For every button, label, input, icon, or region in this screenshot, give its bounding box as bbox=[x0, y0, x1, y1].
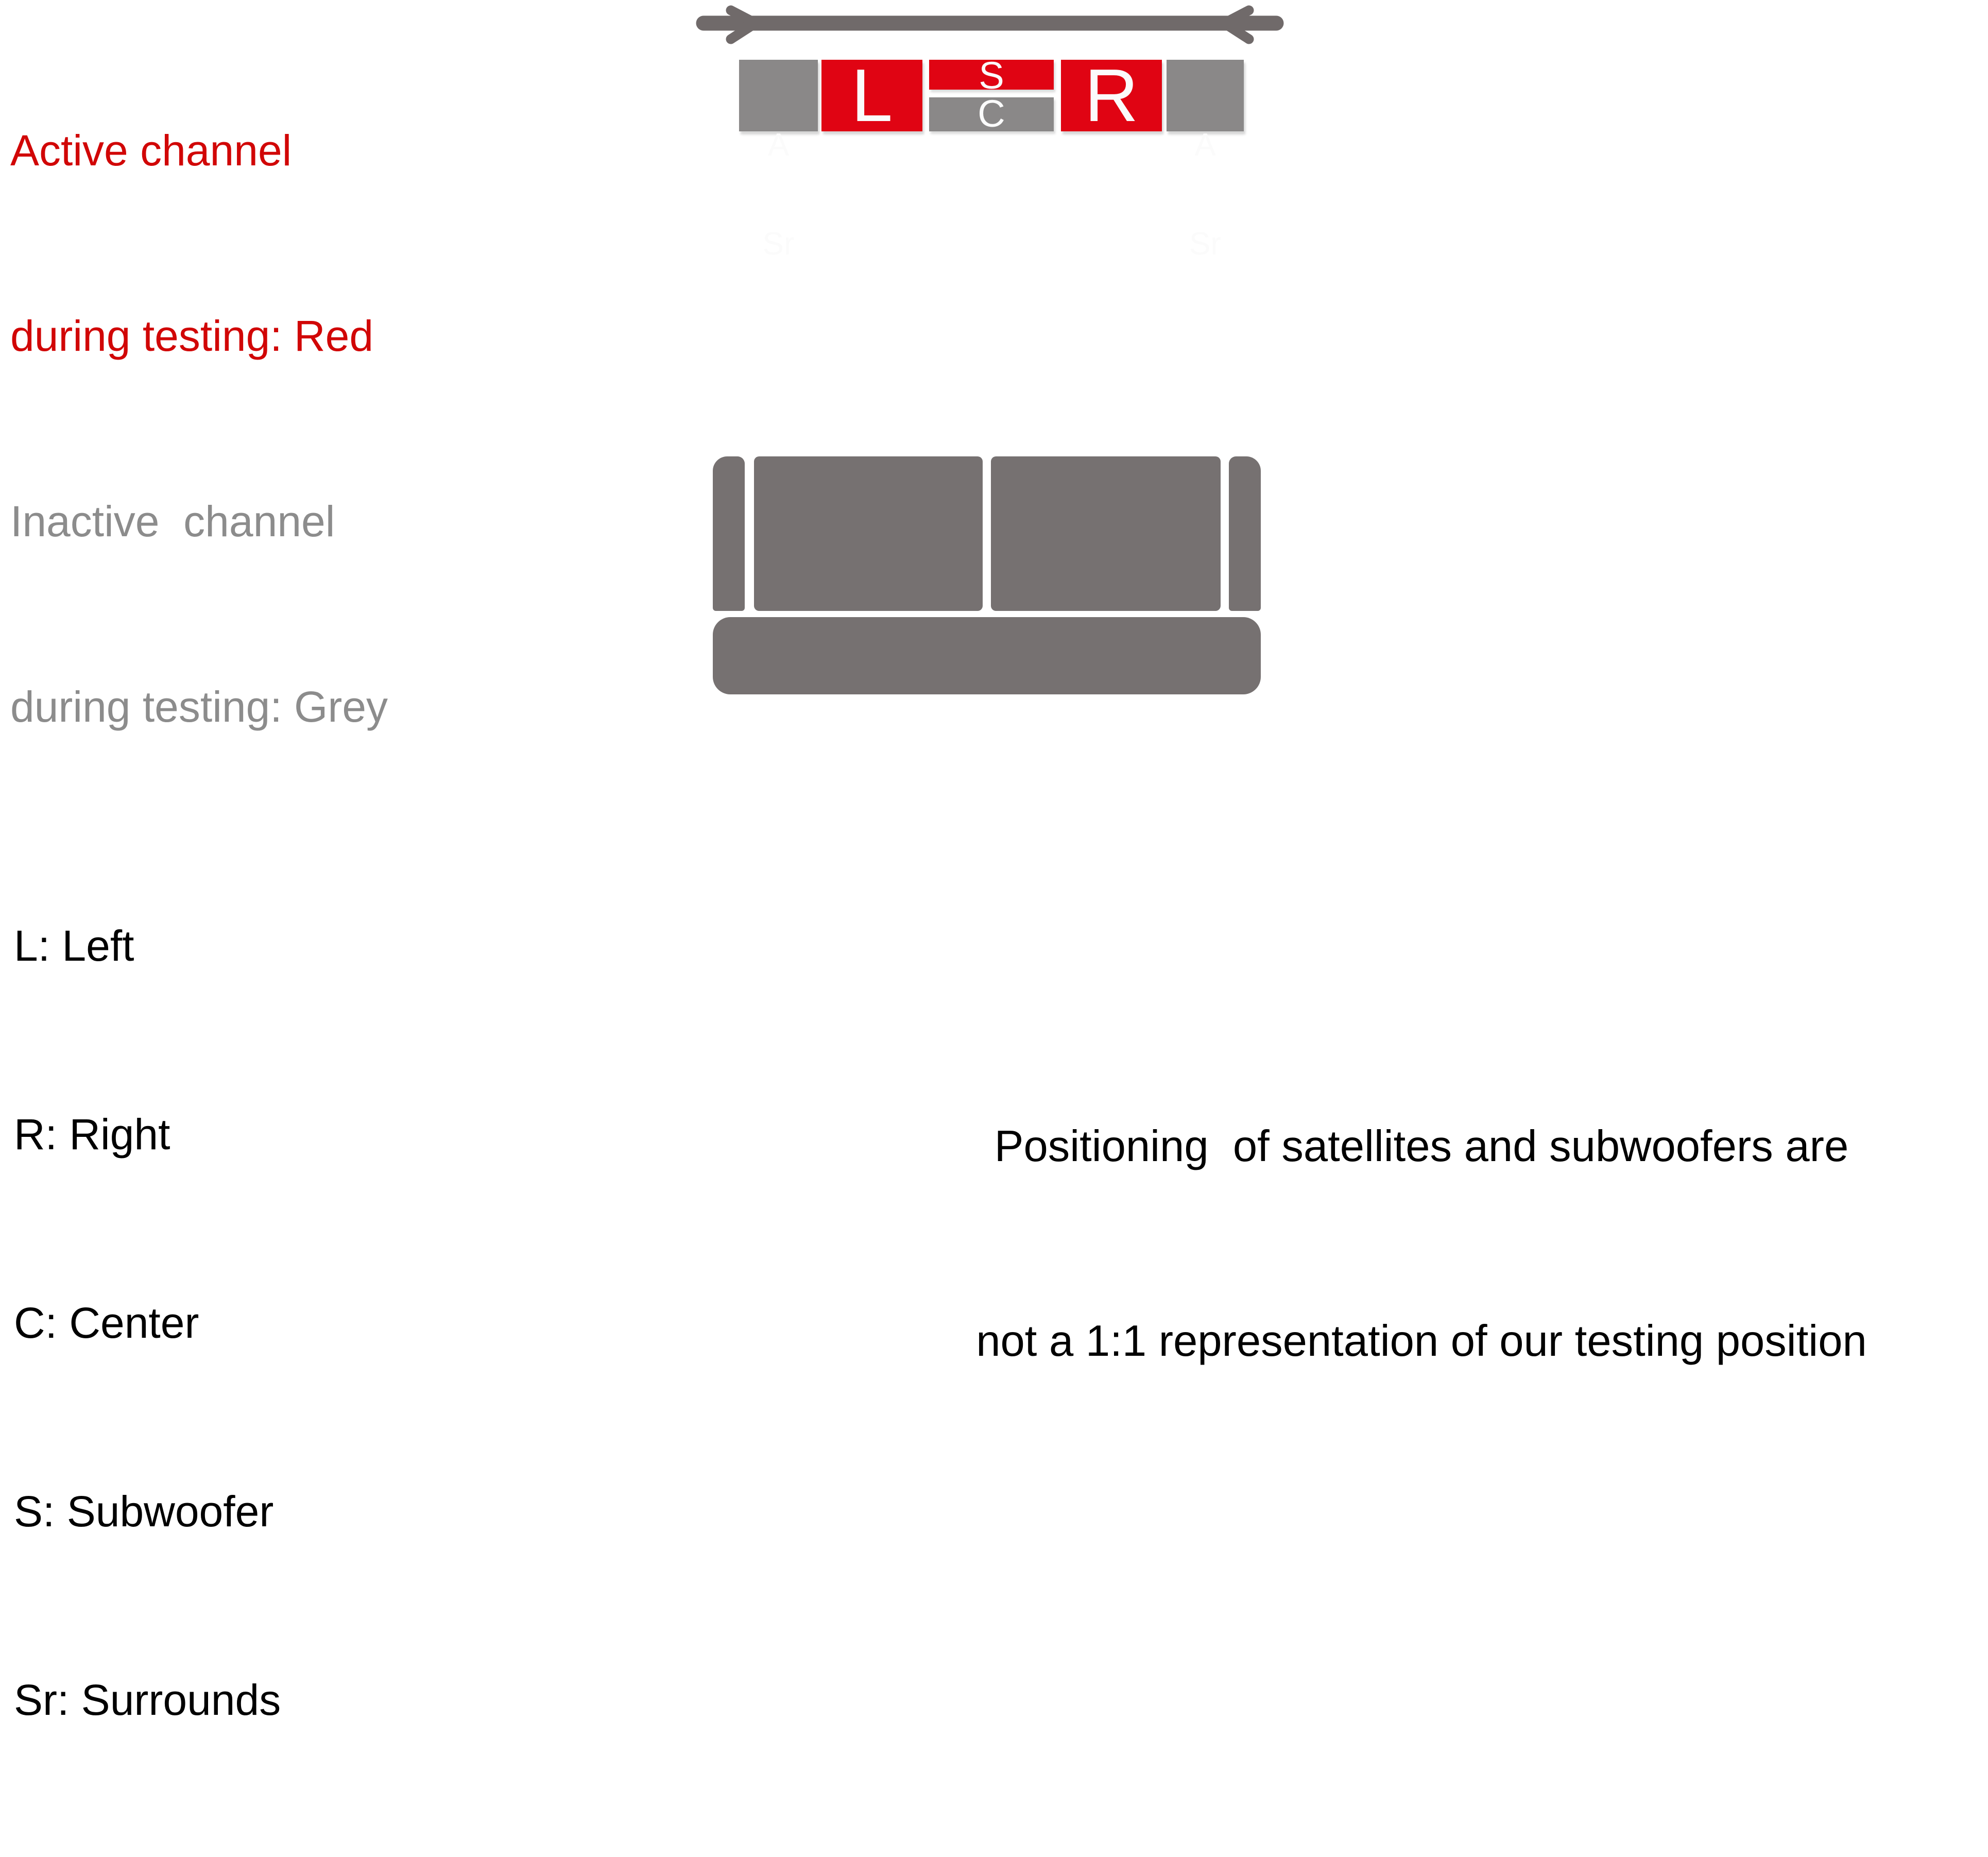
active-channel-label-line2: during testing: Red bbox=[10, 312, 374, 360]
channel-color-legend bbox=[10, 0, 388, 861]
inactive-channel-label-line2: during testing: Grey bbox=[10, 683, 388, 731]
positioning-note bbox=[855, 984, 1988, 1504]
speaker-box-surround-left bbox=[739, 60, 818, 262]
legend-right: R: Right bbox=[14, 1110, 170, 1159]
positioning-note-line1: Positioning of satellites and subwoofers are bbox=[994, 1122, 1849, 1171]
center-channel-label: C bbox=[978, 92, 1005, 135]
sofa-armrest-left bbox=[713, 456, 745, 611]
speaker-box-subwoofer bbox=[929, 54, 1054, 97]
legend-subwoofer: S: Subwoofer bbox=[14, 1487, 274, 1536]
abbreviation-legend bbox=[14, 789, 281, 1857]
surround-right-label-a: A bbox=[1194, 127, 1216, 163]
surround-left-label-a: A bbox=[767, 127, 790, 163]
speaker-box-right bbox=[1061, 54, 1162, 137]
surround-left-label-sr: Sr bbox=[762, 226, 795, 262]
sofa-back-cushion-left bbox=[754, 456, 983, 611]
legend-center: C: Center bbox=[14, 1299, 199, 1347]
subwoofer-channel-label: S bbox=[979, 54, 1004, 97]
sofa-seat bbox=[713, 617, 1261, 694]
active-channel-label-line1: Active channel bbox=[10, 126, 292, 175]
legend-surrounds: Sr: Surrounds bbox=[14, 1676, 281, 1724]
surround-right-label-sr: Sr bbox=[1189, 226, 1221, 262]
positioning-note-line2: not a 1:1 representation of our testing position bbox=[976, 1317, 1867, 1366]
left-channel-label: L bbox=[851, 54, 893, 137]
inactive-channel-label-line1: Inactive channel bbox=[10, 497, 335, 546]
speaker-box-surround-right bbox=[1167, 60, 1244, 262]
sofa-back-cushion-right bbox=[991, 456, 1221, 611]
stereo-pan-arrow-icon bbox=[690, 5, 1293, 55]
speaker-box-center bbox=[929, 92, 1054, 135]
legend-left: L: Left bbox=[14, 922, 134, 970]
right-channel-label: R bbox=[1084, 54, 1139, 137]
sofa-armrest-right bbox=[1229, 456, 1261, 611]
speaker-box-left bbox=[821, 54, 922, 137]
